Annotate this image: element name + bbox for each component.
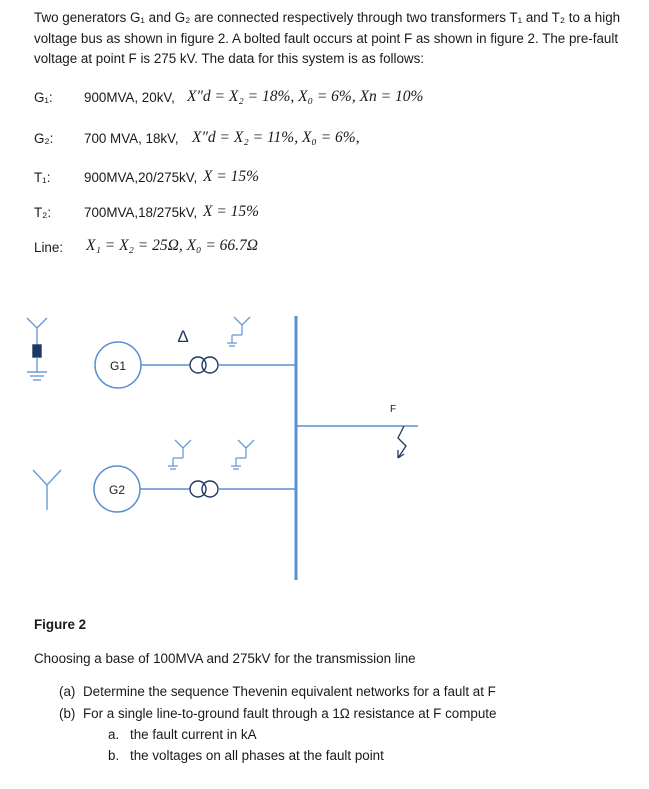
t1-reactance: X = 15% — [203, 168, 260, 185]
sub-question-a-label: a. — [108, 727, 120, 742]
intro-line-1: Two generators G₁ and G₂ are connected respectively through two transformers T₁ and T₂ to a high — [34, 10, 621, 25]
g1-grounded-star-icon — [27, 318, 47, 380]
sub-question-a-text: the fault current in kA — [130, 727, 257, 742]
t2-ratings: 700MVA,18/275kV, — [84, 205, 198, 220]
g2-reactances: X″d = X₂ = 11%, X₀ = 6%, — [192, 129, 360, 146]
one-line-diagram — [0, 300, 649, 590]
t2-reactance: X = 15% — [203, 203, 260, 220]
g1-reactances: X″d = X₂ = 18%, X₀ = 6%, Xn = 10% — [187, 88, 424, 105]
line-reactances: X₁ = X₂ = 25Ω, X₀ = 66.7Ω — [86, 237, 258, 254]
sub-question-b-label: b. — [108, 748, 120, 763]
question-a-text: Determine the sequence Thevenin equivalent networks for a fault at F — [83, 684, 496, 699]
t2-primary-grounded-star-icon — [168, 440, 191, 469]
question-b-label: (b) — [59, 706, 76, 721]
g2-label: G₂: — [34, 131, 54, 146]
g2-star-icon — [33, 470, 61, 510]
fault-symbol — [398, 426, 406, 458]
g2-text: G2 — [108, 483, 126, 497]
intro-line-3: voltage at point F is 275 kV. The data for this system is as follows: — [34, 51, 425, 66]
base-statement: Choosing a base of 100MVA and 275kV for the transmission line — [34, 651, 416, 666]
fault-label: F — [389, 404, 397, 415]
problem-statement — [34, 8, 634, 70]
t1-label: T₁: — [34, 170, 51, 185]
intro-line-2: voltage bus as shown in figure 2. A bolted fault occurs at point F as shown in figure 2. The pre-fault — [34, 30, 619, 46]
question-b-text: For a single line-to-ground fault through a 1Ω resistance at F compute — [83, 706, 497, 721]
t2-transformer-icon — [190, 481, 218, 497]
question-a-label: (a) — [59, 684, 76, 699]
t2-secondary-grounded-star-icon — [231, 440, 254, 469]
delta-symbol: Δ — [177, 327, 189, 346]
g1-label: G₁: — [34, 90, 53, 105]
t1-transformer-icon — [190, 357, 218, 373]
g2-ratings: 700 MVA, 18kV, — [84, 131, 179, 146]
figure-caption: Figure 2 — [34, 617, 87, 632]
line-label: Line: — [34, 240, 64, 255]
sub-question-b-text: the voltages on all phases at the fault point — [130, 748, 384, 763]
t2-label: T₂: — [34, 205, 52, 220]
g1-ratings: 900MVA, 20kV, — [84, 90, 175, 105]
t1-ratings: 900MVA,20/275kV, — [84, 170, 198, 185]
g1-text: G1 — [109, 359, 127, 373]
t1-grounded-star-icon — [227, 317, 250, 346]
